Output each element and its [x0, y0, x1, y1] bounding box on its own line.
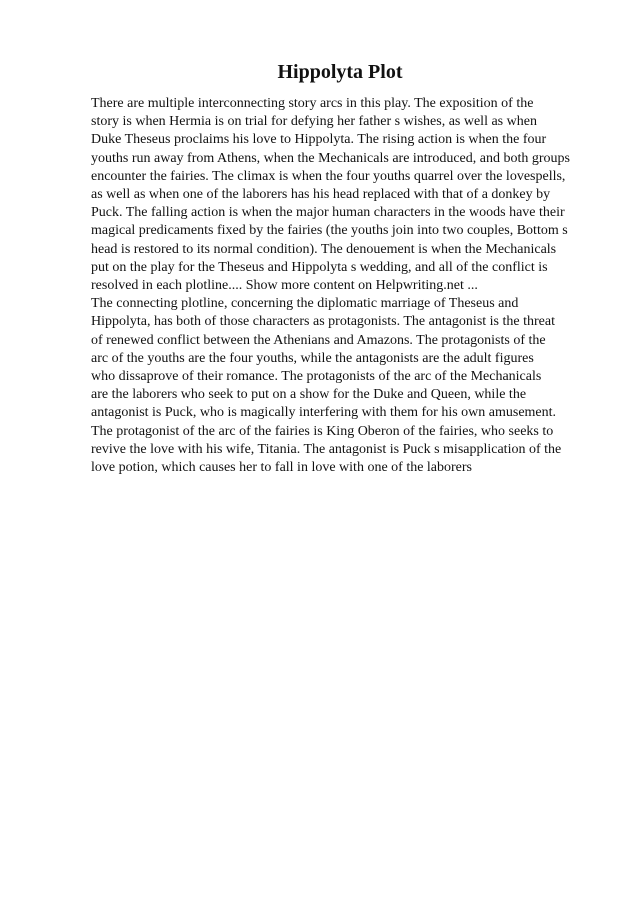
body-line: magical predicaments fixed by the fairies (the youths join into two couples, Bottom s [91, 223, 568, 239]
body-line: youths run away from Athens, when the Mechanicals are introduced, and both groups [91, 150, 570, 166]
body-line: Duke Theseus proclaims his love to Hippolyta. The rising action is when the four [91, 132, 547, 148]
body-line: encounter the fairies. The climax is when the four youths quarrel over the lovespells, [91, 168, 566, 184]
document-title: Hippolyta Plot [277, 61, 403, 83]
body-line: arc of the youths are the four youths, while the antagonists are the adult figures [91, 350, 534, 366]
body-line: revive the love with his wife, Titania. The antagonist is Puck s misapplication of the [91, 441, 562, 457]
body-line: resolved in each plotline.... Show more content on Helpwriting.net ... [91, 278, 478, 294]
body-line: story is when Hermia is on trial for defying her father s wishes, as well as when [91, 114, 537, 130]
body-line: antagonist is Puck, who is magically interfering with them for his own amusement. [91, 405, 557, 421]
body-line: The protagonist of the arc of the fairies is King Oberon of the fairies, who seeks to [91, 423, 554, 439]
body-line: Puck. The falling action is when the major human characters in the woods have their [91, 205, 565, 221]
body-line: The connecting plotline, concerning the diplomatic marriage of Theseus and [91, 296, 519, 312]
body-line: love potion, which causes her to fall in love with one of the laborers [91, 460, 473, 476]
body-line: who dissaprove of their romance. The protagonists of the arc of the Mechanicals [91, 369, 542, 385]
body-line: head is restored to its normal condition). The denouement is when the Mechanicals [91, 241, 557, 257]
body-line: of renewed conflict between the Athenians and Amazons. The protagonists of the [91, 332, 546, 348]
body-line: Hippolyta, has both of those characters as protagonists. The antagonist is the threat [91, 314, 555, 330]
body-line: are the laborers who seek to put on a show for the Duke and Queen, while the [91, 387, 527, 403]
body-line: as well as when one of the laborers has his head replaced with that of a donkey by [91, 187, 551, 203]
body-line: put on the play for the Theseus and Hippolyta s wedding, and all of the conflict is [91, 259, 548, 275]
body-line: There are multiple interconnecting story arcs in this play. The exposition of the [91, 96, 534, 111]
document-body [91, 95, 611, 477]
